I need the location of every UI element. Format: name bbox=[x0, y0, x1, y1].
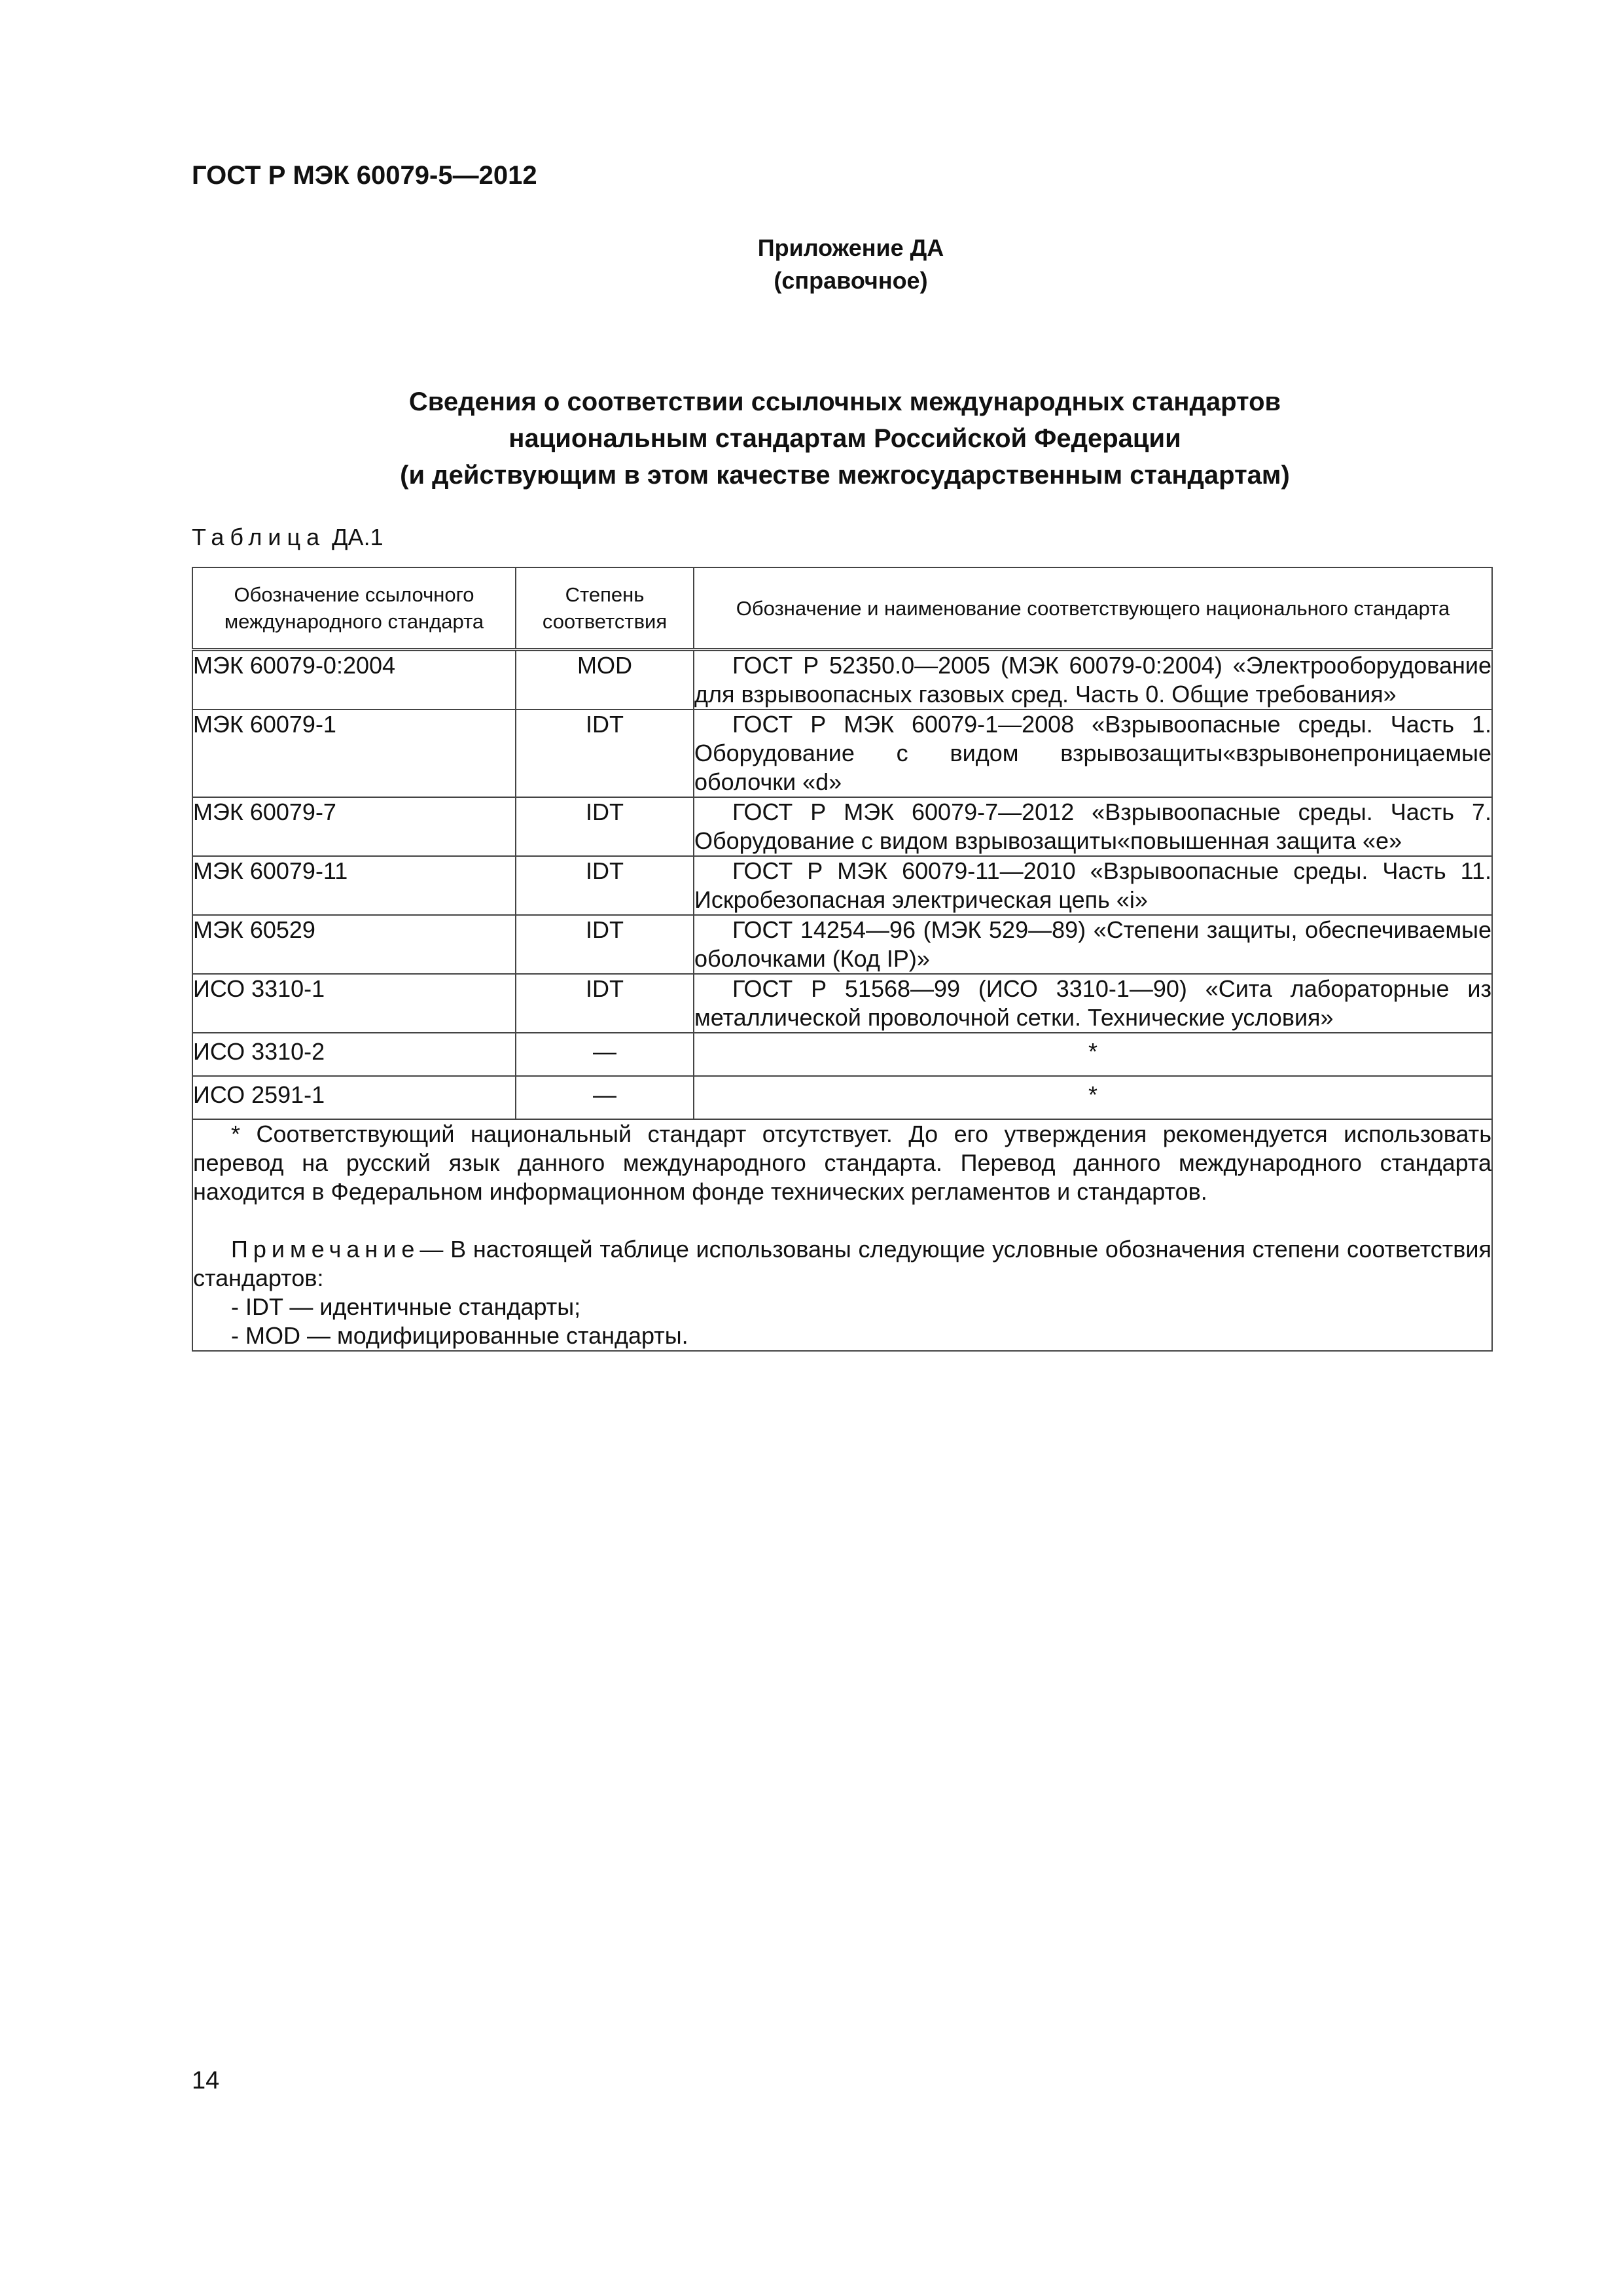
degree-cell: — bbox=[516, 1076, 694, 1119]
header-reference-standard: Обозначение ссылочного международного стандарта bbox=[192, 567, 516, 650]
appendix-title: Приложение ДА bbox=[757, 234, 944, 261]
table-row bbox=[192, 650, 1492, 710]
appendix-heading bbox=[654, 232, 1047, 297]
section-title bbox=[192, 384, 1498, 493]
table-caption-number: ДА.1 bbox=[332, 524, 383, 550]
table-row bbox=[192, 1033, 1492, 1076]
section-title-line-2: национальным стандартам Российской Федерации bbox=[508, 424, 1181, 453]
reference-standard-cell: ИСО 3310-2 bbox=[192, 1033, 516, 1076]
degree-cell: IDT bbox=[516, 856, 694, 915]
table-footnote-cell bbox=[192, 1119, 1492, 1351]
page-number: 14 bbox=[192, 2067, 220, 2094]
table-row bbox=[192, 974, 1492, 1033]
table-caption-word: Таблица bbox=[192, 524, 326, 550]
note-text: — В настоящей таблице использованы следующие условные обозначения степени соответствия стандартов: bbox=[193, 1236, 1491, 1291]
table-header-row bbox=[192, 567, 1492, 650]
national-standard-cell: ГОСТ Р 52350.0—2005 (МЭК 60079-0:2004) «Электрооборудование для взрывоопасных газовых сред. Часть 0. Общие требования» bbox=[694, 650, 1492, 710]
reference-standard-cell: МЭК 60079-0:2004 bbox=[192, 650, 516, 710]
header-national-standard: Обозначение и наименование соответствующего национального стандарта bbox=[694, 567, 1492, 650]
note-paragraph bbox=[193, 1235, 1491, 1293]
section-title-line-3: (и действующим в этом качестве межгосударственным стандартам) bbox=[400, 461, 1290, 490]
reference-standard-cell: МЭК 60079-7 bbox=[192, 797, 516, 856]
reference-standard-cell: ИСО 2591-1 bbox=[192, 1076, 516, 1119]
header-degree: Степень соответствия bbox=[516, 567, 694, 650]
degree-cell: — bbox=[516, 1033, 694, 1076]
note-item: - MOD — модифицированные стандарты. bbox=[231, 1322, 688, 1349]
note-label: Примечание bbox=[231, 1236, 420, 1263]
table-row bbox=[192, 797, 1492, 856]
national-standard-cell: ГОСТ 14254—96 (МЭК 529—89) «Степени защиты, обеспечиваемые оболочками (Код IP)» bbox=[694, 915, 1492, 974]
footnote-text: * Соответствующий национальный стандарт отсутствует. До его утверждения рекомендуется использовать перевод на русский язык данного международного стандарта. Перевод данного международного стандарта находится в Федеральном информационном фонде технических регламентов и стандартов. bbox=[193, 1121, 1491, 1205]
appendix-type: (справочное) bbox=[774, 267, 928, 294]
national-standard-cell: * bbox=[694, 1033, 1492, 1076]
table-row bbox=[192, 709, 1492, 797]
degree-cell: IDT bbox=[516, 974, 694, 1033]
national-standard-cell: ГОСТ Р МЭК 60079-7—2012 «Взрывоопасные среды. Часть 7. Оборудование с видом взрывозащиты«повышенная защита «е» bbox=[694, 797, 1492, 856]
reference-standard-cell: МЭК 60079-11 bbox=[192, 856, 516, 915]
table-row bbox=[192, 856, 1492, 915]
reference-standard-cell: ИСО 3310-1 bbox=[192, 974, 516, 1033]
note-item: - IDT — идентичные стандарты; bbox=[231, 1293, 581, 1320]
table-row bbox=[192, 1076, 1492, 1119]
degree-cell: IDT bbox=[516, 915, 694, 974]
national-standard-cell: * bbox=[694, 1076, 1492, 1119]
standards-table bbox=[192, 567, 1493, 1352]
degree-cell: MOD bbox=[516, 650, 694, 710]
degree-cell: IDT bbox=[516, 709, 694, 797]
national-standard-cell: ГОСТ Р 51568—99 (ИСО 3310-1—90) «Сита лабораторные из металлической проволочной сетки. Технические условия» bbox=[694, 974, 1492, 1033]
document-code: ГОСТ Р МЭК 60079-5—2012 bbox=[192, 161, 537, 190]
reference-standard-cell: МЭК 60079-1 bbox=[192, 709, 516, 797]
national-standard-cell: ГОСТ Р МЭК 60079-11—2010 «Взрывоопасные среды. Часть 11. Искробезопасная электрическая цепь «i» bbox=[694, 856, 1492, 915]
table-footer-row bbox=[192, 1119, 1492, 1351]
degree-cell: IDT bbox=[516, 797, 694, 856]
reference-standard-cell: МЭК 60529 bbox=[192, 915, 516, 974]
section-title-line-1: Сведения о соответствии ссылочных международных стандартов bbox=[408, 387, 1281, 416]
table-row bbox=[192, 915, 1492, 974]
table-caption bbox=[192, 524, 383, 551]
national-standard-cell: ГОСТ Р МЭК 60079-1—2008 «Взрывоопасные среды. Часть 1. Оборудование с видом взрывозащиты«взрывонепроницаемые оболочки «d» bbox=[694, 709, 1492, 797]
